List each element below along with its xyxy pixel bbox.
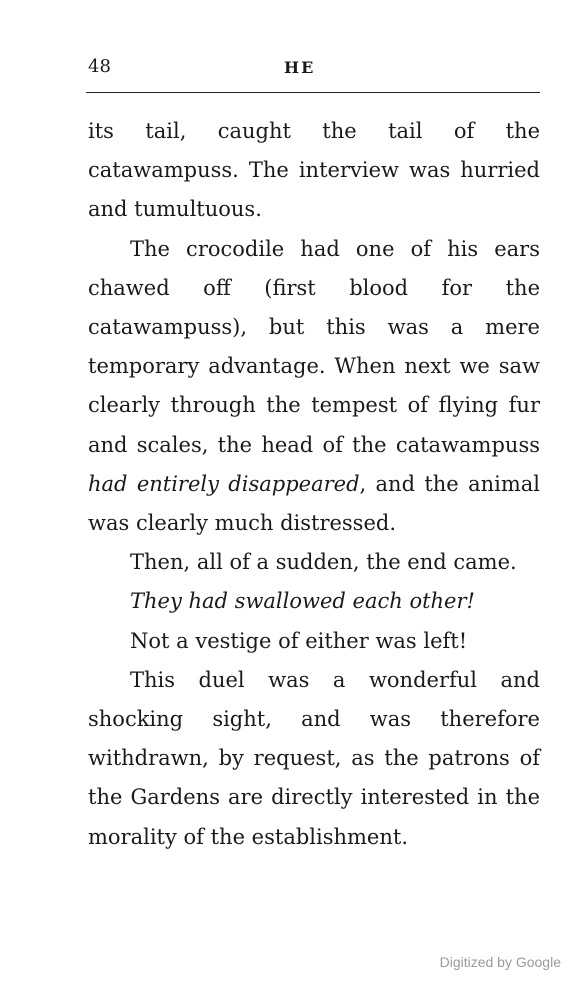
running-head: HE <box>284 58 316 77</box>
paragraph-2-start: The crocodile had one of his ears chawed off (first blood for the catawampuss), but this was a mere temporary advantage. When next we saw clearly through the tempest of flying fur and scales, the head of the catawampuss <box>88 236 540 457</box>
paragraph-2-end: , and the animal was clearly much distressed. <box>88 471 540 536</box>
page-number: 48 <box>88 56 111 77</box>
paragraph-1: its tail, caught the tail of the catawampuss. The interview was hurried and tumultuous. <box>88 119 540 222</box>
paragraph-2-italic: had entirely disappeared <box>88 471 360 496</box>
paragraph-2 <box>88 230 540 544</box>
watermark: Digitized by Google <box>439 954 561 970</box>
paragraph-4: They had swallowed each other! <box>130 589 475 614</box>
body-text <box>88 112 540 857</box>
header-rule <box>86 92 540 93</box>
paragraph-6: This duel was a wonderful and shocking sight, and was therefore withdrawn, by request, as the patrons of the Gardens are directly interested in the morality of the establishment. <box>88 667 540 849</box>
paragraph-5: Not a vestige of either was left! <box>130 628 468 653</box>
page-header <box>84 56 542 86</box>
paragraph-3: Then, all of a sudden, the end came. <box>130 550 517 575</box>
